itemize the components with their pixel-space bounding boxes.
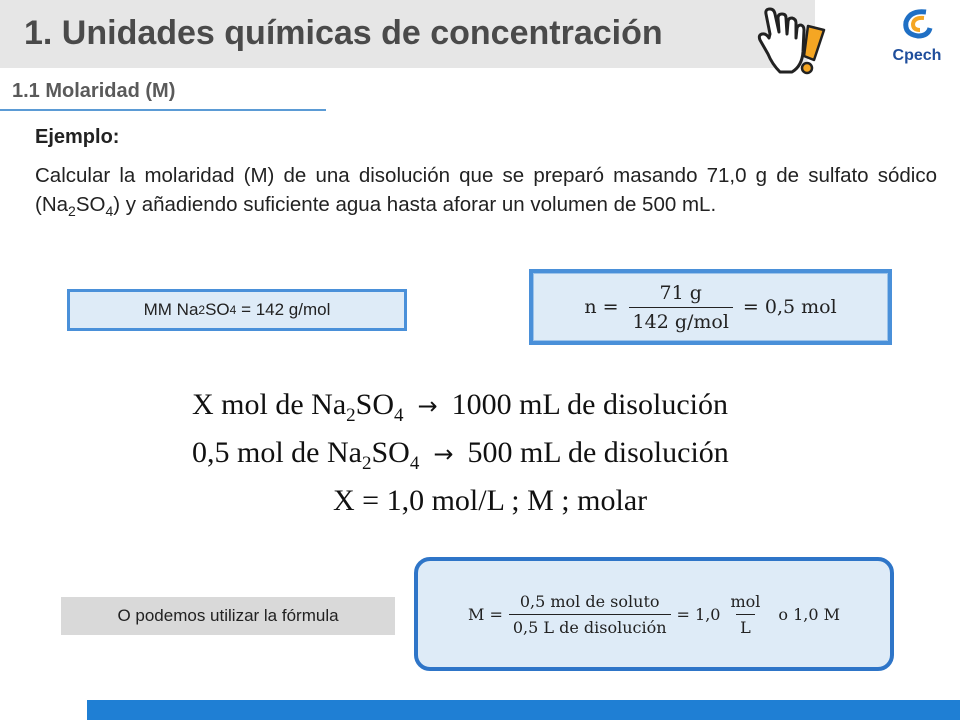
proportion-result: X = 1,0 mol/L ; M ; molar	[333, 484, 648, 517]
page-title: 1. Unidades químicas de concentración	[24, 14, 663, 52]
moles-fraction: $\frac{71 g}{\text{142 g/mol}}$	[629, 282, 733, 333]
molarity-formula-box	[414, 557, 894, 671]
footer-bar	[87, 700, 960, 720]
section-subtitle: 1.1 Molaridad (M)	[12, 80, 176, 102]
formula-lhs: M =	[467, 604, 503, 624]
formula-equals-value: = 1,0	[676, 604, 721, 624]
logo-text: Cpech	[892, 47, 942, 64]
arrow-icon: →	[433, 440, 454, 468]
hand-pointer-warning-icon	[752, 4, 832, 84]
formula-alt: o 1,0 M	[778, 604, 841, 624]
moles-calculation-box	[529, 269, 892, 345]
title-bar	[0, 0, 815, 68]
moles-rhs: = 0,5 mol	[742, 296, 837, 318]
molar-mass-box: MM Na 2 SO 4 = 142 g/mol	[67, 289, 407, 331]
formula-unit-fraction: $\frac{\text{mol}}{L}$	[730, 591, 761, 637]
formula-label: O podemos utilizar la fórmula	[61, 597, 395, 635]
proportion-line-1: X mol de $Na_2SO_4 \to 1000$ mL de disolución	[192, 388, 728, 426]
problem-statement: Calcular la molaridad (M) de una disolución que se preparó masando 71,0 g de sulfato sódico $(Na_2SO_4)$ y añadiendo suficiente agua hasta aforar un volumen de 500 mL.	[35, 164, 937, 220]
subtitle-underline	[0, 109, 326, 111]
arrow-icon: →	[417, 392, 438, 420]
proportion-line-2: 0,5 mol de $Na_2SO_4 \to 500$ mL de disolución	[192, 436, 729, 474]
moles-lhs: n =	[584, 296, 619, 318]
cpech-logo	[884, 6, 950, 70]
example-label: Ejemplo:	[35, 126, 120, 148]
formula-fraction: $\frac{\text{0,5 mol de soluto}}{\text{0,5 L de disolución}}$	[509, 592, 671, 637]
